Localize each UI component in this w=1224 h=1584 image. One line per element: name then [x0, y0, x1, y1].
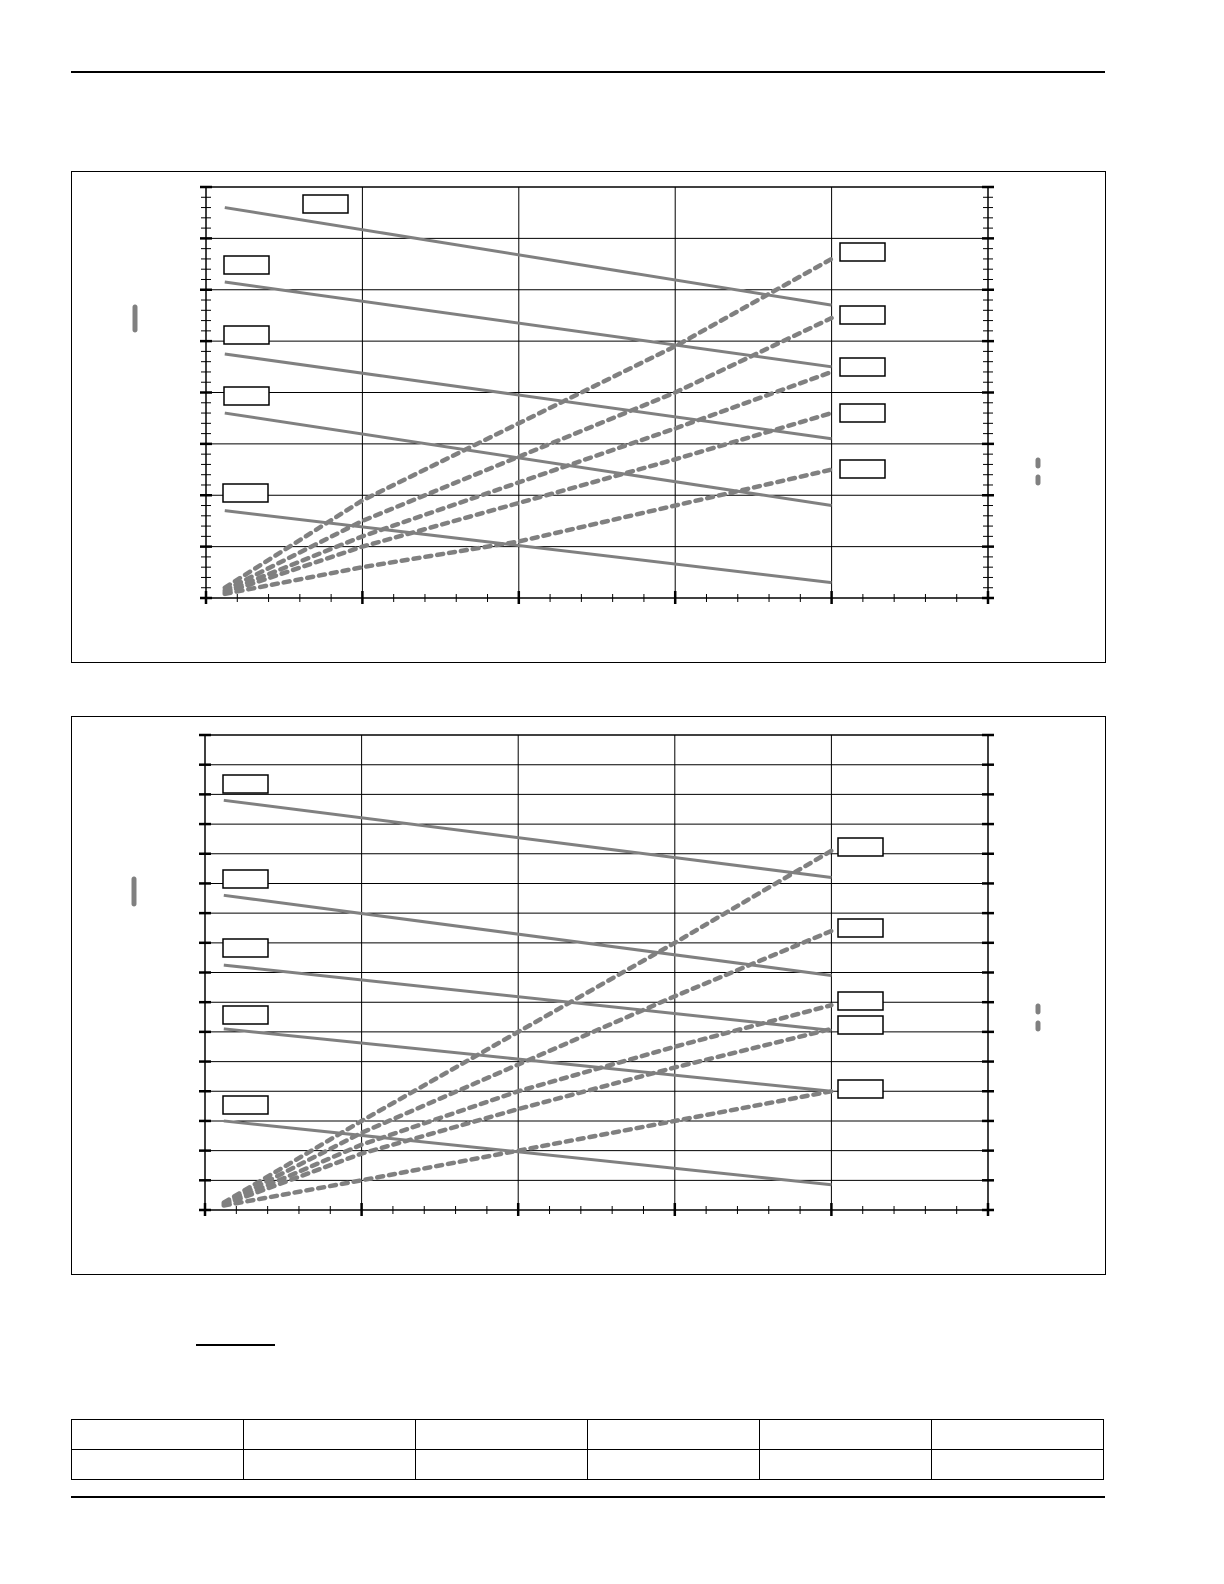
table-cell — [932, 1450, 1104, 1480]
table-cell — [416, 1420, 588, 1450]
dashed-series-line-6 — [225, 259, 832, 588]
chart-lower — [72, 717, 1105, 1274]
series-group — [224, 800, 832, 1205]
dashed-series-line-7 — [225, 318, 832, 590]
solid-series-line-5 — [224, 1121, 832, 1185]
table-cell — [72, 1420, 244, 1450]
spec-table — [71, 1419, 1104, 1480]
series-label-box — [840, 404, 885, 422]
series-label-box — [224, 256, 269, 274]
dashed-series-line-8 — [225, 372, 832, 592]
series-label-box — [224, 326, 269, 344]
chart-upper — [72, 172, 1105, 662]
solid-series-line-3 — [224, 965, 832, 1030]
table-cell — [588, 1450, 760, 1480]
dashed-series-line-9 — [225, 413, 832, 593]
top-rule — [71, 71, 1105, 73]
series-group — [225, 208, 832, 594]
series-label-box — [838, 992, 883, 1010]
table-cell — [932, 1420, 1104, 1450]
table-cell — [760, 1450, 932, 1480]
chart-panel-upper — [71, 171, 1106, 663]
series-label-box — [303, 195, 348, 213]
table-row — [72, 1450, 1104, 1480]
solid-series-line-1 — [224, 800, 832, 877]
series-label-box — [838, 1080, 883, 1098]
chart-panel-lower — [71, 716, 1106, 1275]
table-cell — [588, 1420, 760, 1450]
bottom-rule — [71, 1496, 1105, 1498]
solid-series-line-2 — [225, 282, 832, 367]
series-label-box — [223, 484, 268, 502]
series-label-box — [223, 1006, 268, 1024]
solid-series-line-1 — [225, 208, 832, 306]
series-label-box — [840, 460, 885, 478]
table-cell — [760, 1420, 932, 1450]
solid-series-line-2 — [224, 895, 832, 975]
series-label-box — [223, 775, 268, 793]
series-label-box — [838, 838, 883, 856]
table-row — [72, 1420, 1104, 1450]
series-label-box — [223, 1096, 268, 1114]
dashed-series-line-6 — [224, 851, 832, 1203]
series-label-box — [223, 939, 268, 957]
table-cell — [416, 1450, 588, 1480]
series-label-boxes — [223, 195, 885, 502]
series-label-box — [840, 306, 885, 324]
series-label-box — [224, 387, 269, 405]
series-label-box — [838, 1016, 883, 1034]
table-cell — [244, 1450, 416, 1480]
series-label-box — [223, 870, 268, 888]
table-cell — [244, 1420, 416, 1450]
series-label-box — [840, 358, 885, 376]
series-label-box — [840, 243, 885, 261]
note-underline — [196, 1344, 275, 1346]
dashed-series-line-9 — [224, 1029, 832, 1205]
table-cell — [72, 1450, 244, 1480]
grid-lines — [205, 735, 988, 1210]
series-label-box — [838, 919, 883, 937]
